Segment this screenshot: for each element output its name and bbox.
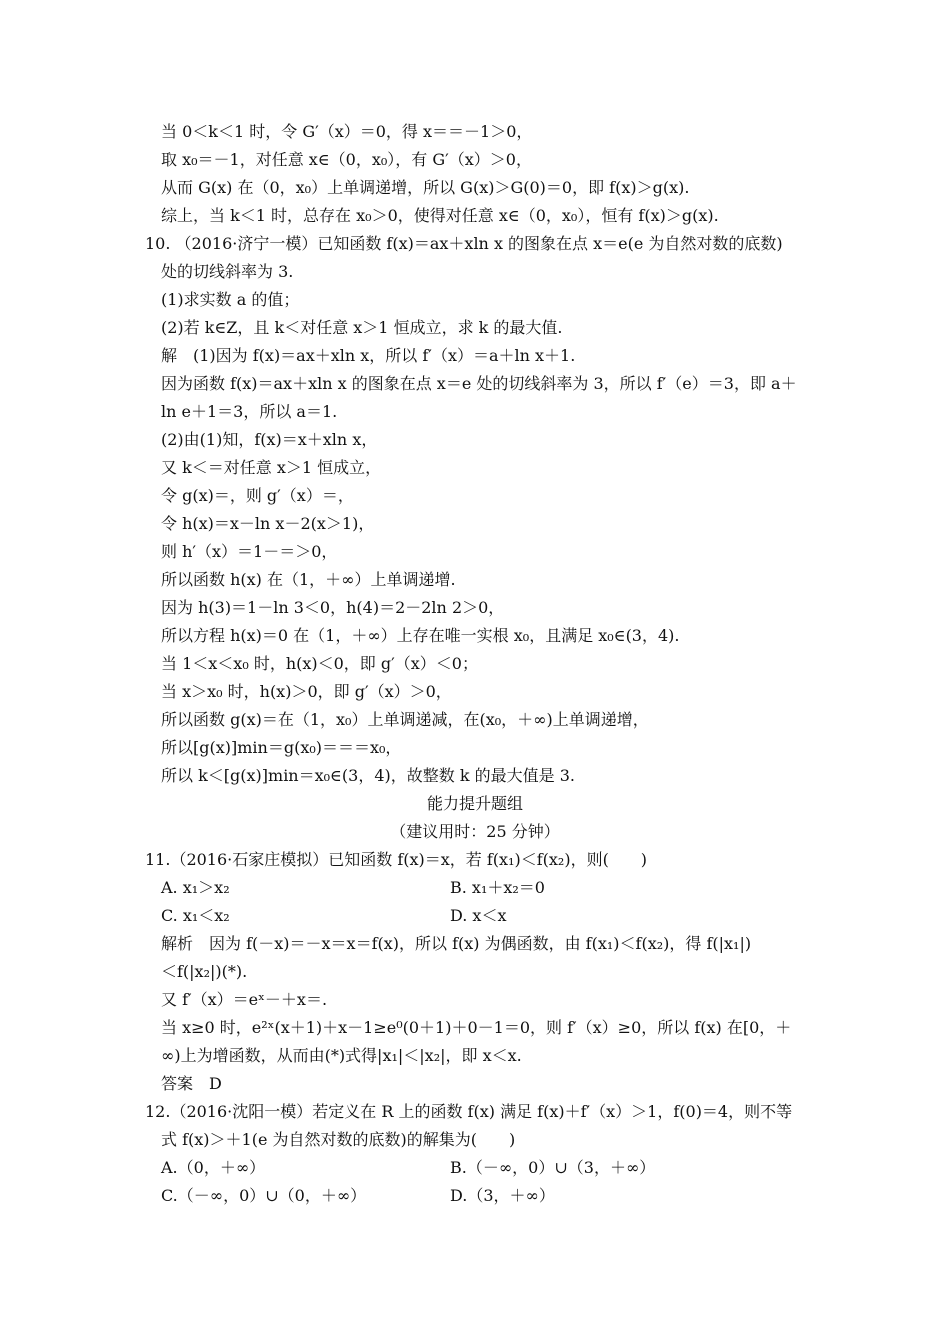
text-line: 当 0＜k＜1 时，令 G′（x）＝0，得 x＝＝－1＞0，: [161, 122, 533, 141]
text-line: (2)由(1)知，f(x)＝x＋xln x，: [161, 430, 378, 449]
text-line: 所以[g(x)]min＝g(x₀)＝＝＝x₀，: [161, 738, 402, 757]
answer-line: 答案 D: [161, 1074, 222, 1093]
text-line: 又 k＜＝对任意 x＞1 恒成立，: [161, 458, 382, 477]
text-line: 当 1＜x＜x₀ 时，h(x)＜0，即 g′（x）＜0；: [161, 654, 478, 673]
text-line: 令 h(x)＝x－ln x－2(x＞1)，: [161, 514, 375, 533]
section-subheading: （建议用时：25 分钟）: [390, 822, 560, 841]
text-line: (2)若 k∈Z，且 k＜对任意 x＞1 恒成立，求 k 的最大值.: [161, 318, 563, 337]
option-a: A.（0，＋∞）: [161, 1158, 266, 1177]
problem-10-heading: 10. （2016·济宁一模）已知函数 f(x)＝ax＋xln x 的图象在点 x＝e(e 为自然对数的底数): [145, 234, 783, 253]
option-d: D.（3，＋∞）: [450, 1186, 555, 1205]
option-c: C. x₁＜x₂: [161, 906, 230, 925]
option-b: B.（－∞，0）∪（3，＋∞）: [450, 1158, 656, 1177]
text-line: 令 g(x)＝，则 g′（x）＝，: [161, 486, 354, 505]
option-d: D. x＜x: [450, 906, 507, 925]
text-line: ln e＋1＝3，所以 a＝1.: [161, 402, 338, 421]
text-line: 又 f′（x）＝eˣ－＋x＝.: [161, 990, 328, 1009]
option-c: C.（－∞，0）∪（0，＋∞）: [161, 1186, 367, 1205]
text-line: ＜f(|x₂|)(*).: [161, 962, 248, 981]
text-line: 从而 G(x) 在（0，x₀）上单调递增，所以 G(x)＞G(0)＝0，即 f(x)＞g(x).: [161, 178, 690, 197]
problem-11-heading: 11.（2016·石家庄模拟）已知函数 f(x)＝x，若 f(x₁)＜f(x₂)，则( ): [145, 850, 648, 869]
text-line: 所以函数 h(x) 在（1，＋∞）上单调递增.: [161, 570, 456, 589]
text-line: 式 f(x)＞＋1(e 为自然对数的底数)的解集为( ): [161, 1130, 516, 1149]
text-line: 因为 h(3)＝1－ln 3＜0，h(4)＝2－2ln 2＞0，: [161, 598, 505, 617]
text-line: 所以 k＜[g(x)]min＝x₀∈(3，4)，故整数 k 的最大值是 3.: [161, 766, 575, 785]
text-line: 则 h′（x）＝1－＝＞0，: [161, 542, 338, 561]
text-line: 综上，当 k＜1 时，总存在 x₀＞0，使得对任意 x∈（0，x₀），恒有 f(x)＞g(x).: [161, 206, 719, 225]
text-line: 所以函数 g(x)＝在（1，x₀）上单调递减，在(x₀，＋∞)上单调递增，: [161, 710, 649, 729]
option-a: A. x₁＞x₂: [161, 878, 230, 897]
text-line: 处的切线斜率为 3.: [161, 262, 294, 281]
text-line: ∞)上为增函数，从而由(*)式得|x₁|＜|x₂|，即 x＜x.: [161, 1046, 522, 1065]
text-line: (1)求实数 a 的值；: [161, 290, 300, 309]
solution-label-line: 解 (1)因为 f(x)＝ax＋xln x，所以 f′（x）＝a＋ln x＋1.: [161, 346, 576, 365]
text-line: 取 x₀＝－1，对任意 x∈（0，x₀），有 G′（x）＞0，: [161, 150, 532, 169]
text-line: 因为函数 f(x)＝ax＋xln x 的图象在点 x＝e 处的切线斜率为 3，所以 f′（e）＝3，即 a＋: [161, 374, 797, 393]
text-line: 当 x＞x₀ 时，h(x)＞0，即 g′（x）＞0，: [161, 682, 452, 701]
text-line: 所以方程 h(x)＝0 在（1，＋∞）上存在唯一实根 x₀，且满足 x₀∈(3，4).: [161, 626, 680, 645]
section-heading: 能力提升题组: [426, 794, 523, 813]
problem-12-heading: 12.（2016·沈阳一模）若定义在 R 上的函数 f(x) 满足 f(x)＋f′（x）＞1，f(0)＝4，则不等: [145, 1102, 793, 1121]
text-line: 当 x≥0 时，e²ˣ(x＋1)＋x－1≥e⁰(0＋1)＋0－1＝0，则 f′（x）≥0，所以 f(x) 在[0，＋: [161, 1018, 792, 1037]
option-b: B. x₁＋x₂＝0: [450, 878, 545, 897]
analysis-line: 解析 因为 f(－x)＝－x＝x＝f(x)，所以 f(x) 为偶函数，由 f(x₁)＜f(x₂)，得 f(|x₁|): [161, 934, 752, 953]
